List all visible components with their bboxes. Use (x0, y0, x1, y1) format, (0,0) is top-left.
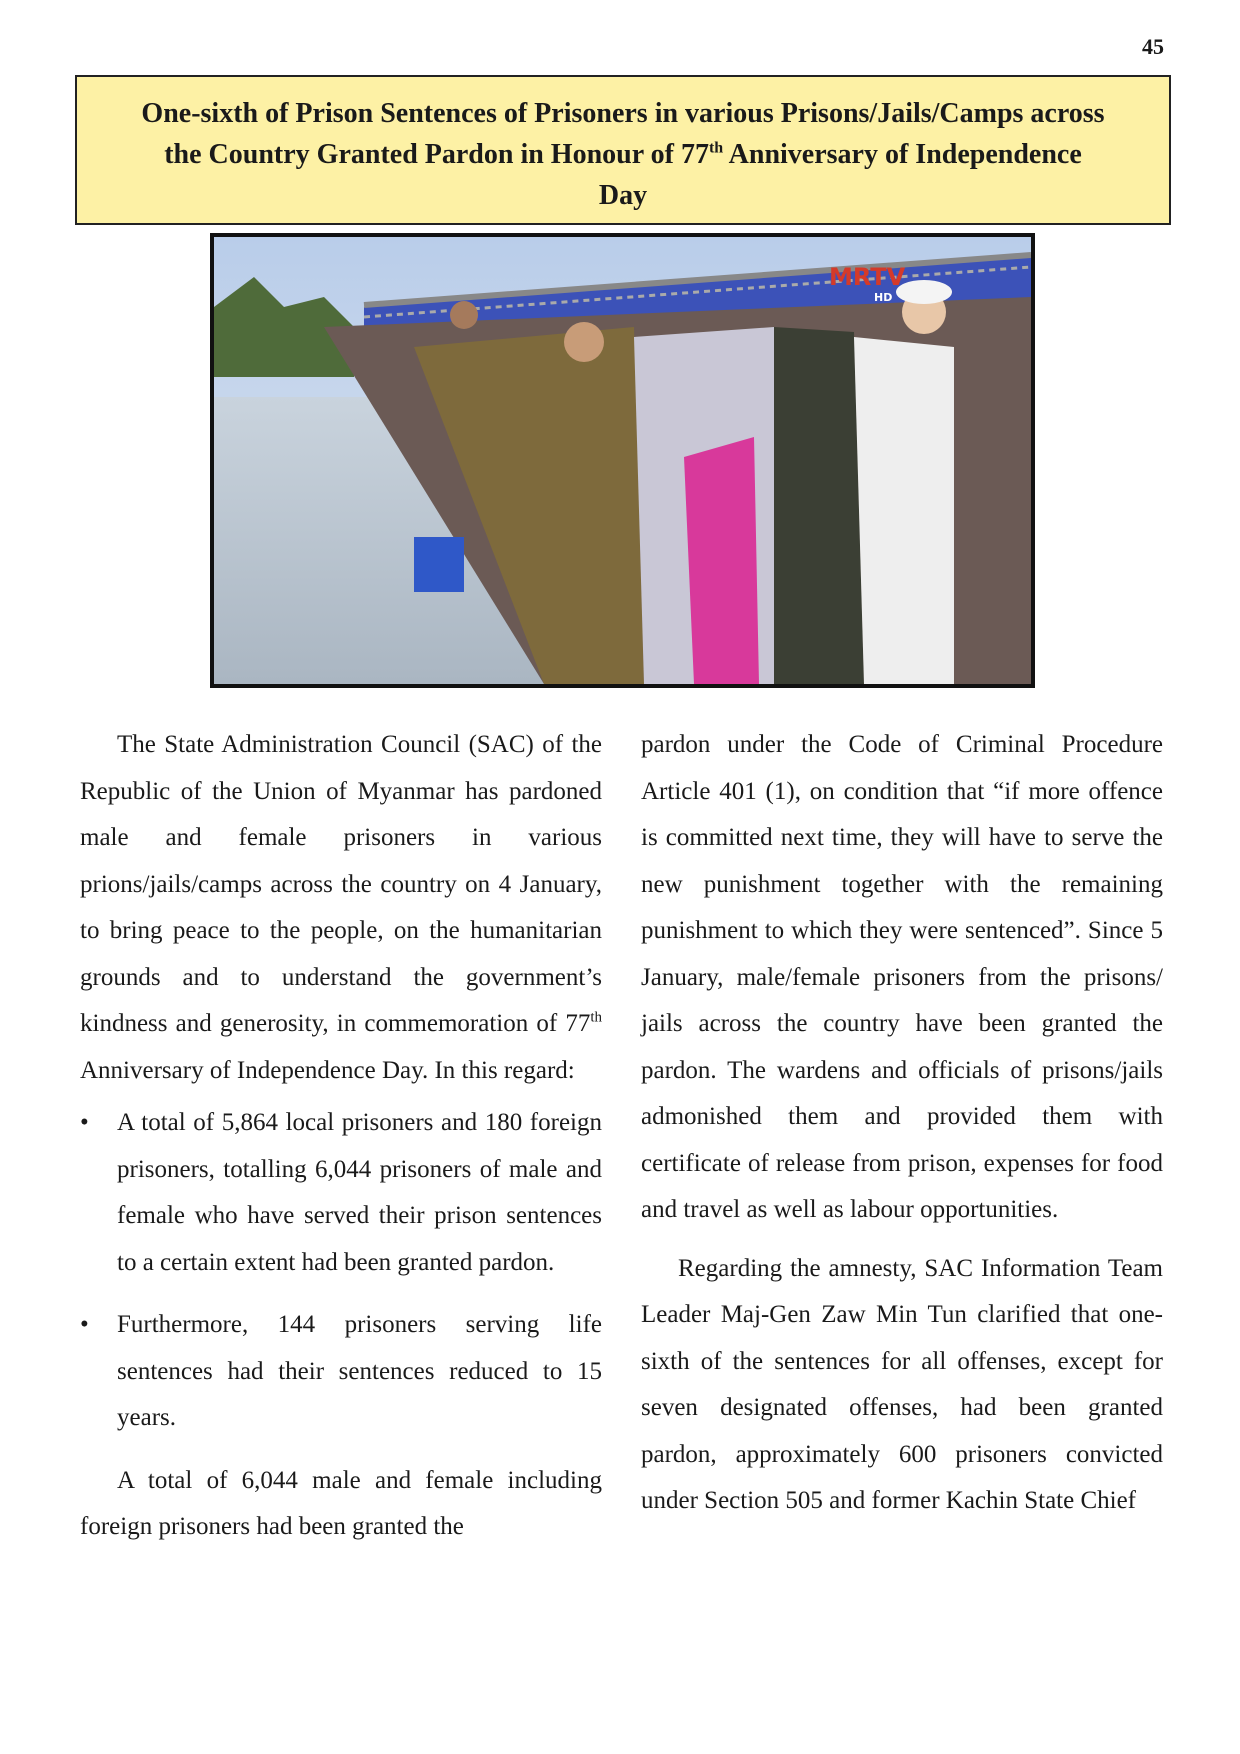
broadcaster-logo-sub: HD (874, 291, 893, 304)
page-number: 45 (1142, 34, 1164, 59)
news-photo (210, 233, 1035, 688)
title-line-3: Day (598, 180, 648, 211)
bullet-icon: • (80, 1109, 89, 1136)
title-line-2 (77, 134, 1169, 175)
title-superscript: th (708, 139, 724, 157)
left-paragraph-1-end: Anniversary of Independence Day. In this regard: (80, 1056, 575, 1084)
right-column (641, 722, 1163, 1525)
left-column (80, 722, 602, 1551)
bullet-icon: • (80, 1311, 89, 1338)
crowd-photo-illustration (214, 237, 1031, 684)
bullet-list (80, 1100, 602, 1442)
right-paragraph-2: Regarding the amnesty, SAC Information Team Leader Maj-Gen Zaw Min Tun clarified that one-sixth of the sentences for all offenses, except for seven designated offenses, had been granted pardon, approximately 600 prisoners convicted under Section 505 and former Kachin State Chief (641, 1254, 1163, 1514)
left-superscript: th (590, 1009, 602, 1026)
title-line-1: One-sixth of Prison Sentences of Prisoners in various Prisons/Jails/Camps across (141, 98, 1105, 129)
left-paragraph-2: A total of 6,044 male and female including foreign prisoners had been granted the (80, 1466, 602, 1540)
article-title (75, 75, 1171, 225)
right-paragraph-1: pardon under the Code of Criminal Procedure Article 401 (1), on condition that “if more offence is committed next time, they will have to serve the new punishment together with the remaining punishment to which they were sentenced”. Since 5 January, male/female prisoners from the prisons/ jails across the country have been granted the pardon. The wardens and officials of prisons/jails admonished them and provided them with certificate of release from prison, expenses for food and travel as well as labour opportunities. (641, 731, 1163, 1223)
list-item-text: A total of 5,864 local prisoners and 180 foreign prisoners, totalling 6,044 prisoners of male and female who have served their prison sentences to a certain extent had been granted pardon. (117, 1109, 602, 1276)
left-paragraph-1-text: The State Administration Council (SAC) of the Republic of the Union of Myanmar has pardoned male and female prisoners in various prions/jails/camps across the country on 4 January, to bring peace to the people, on the humanitarian grounds and to understand the government’s kindness and generosity, in commemoration of 77 (80, 731, 602, 1037)
broadcaster-logo: MRTV (829, 263, 906, 291)
left-paragraph-1 (80, 722, 602, 1094)
title-line-2-text: the Country Granted Pardon in Honour of 77 (164, 139, 709, 170)
list-item-text: Furthermore, 144 prisoners serving life sentences had their sentences reduced to 15 years. (117, 1311, 602, 1431)
list-item (80, 1100, 602, 1286)
list-item (80, 1302, 602, 1442)
title-line-2-end: Anniversary of Independence (723, 139, 1082, 170)
